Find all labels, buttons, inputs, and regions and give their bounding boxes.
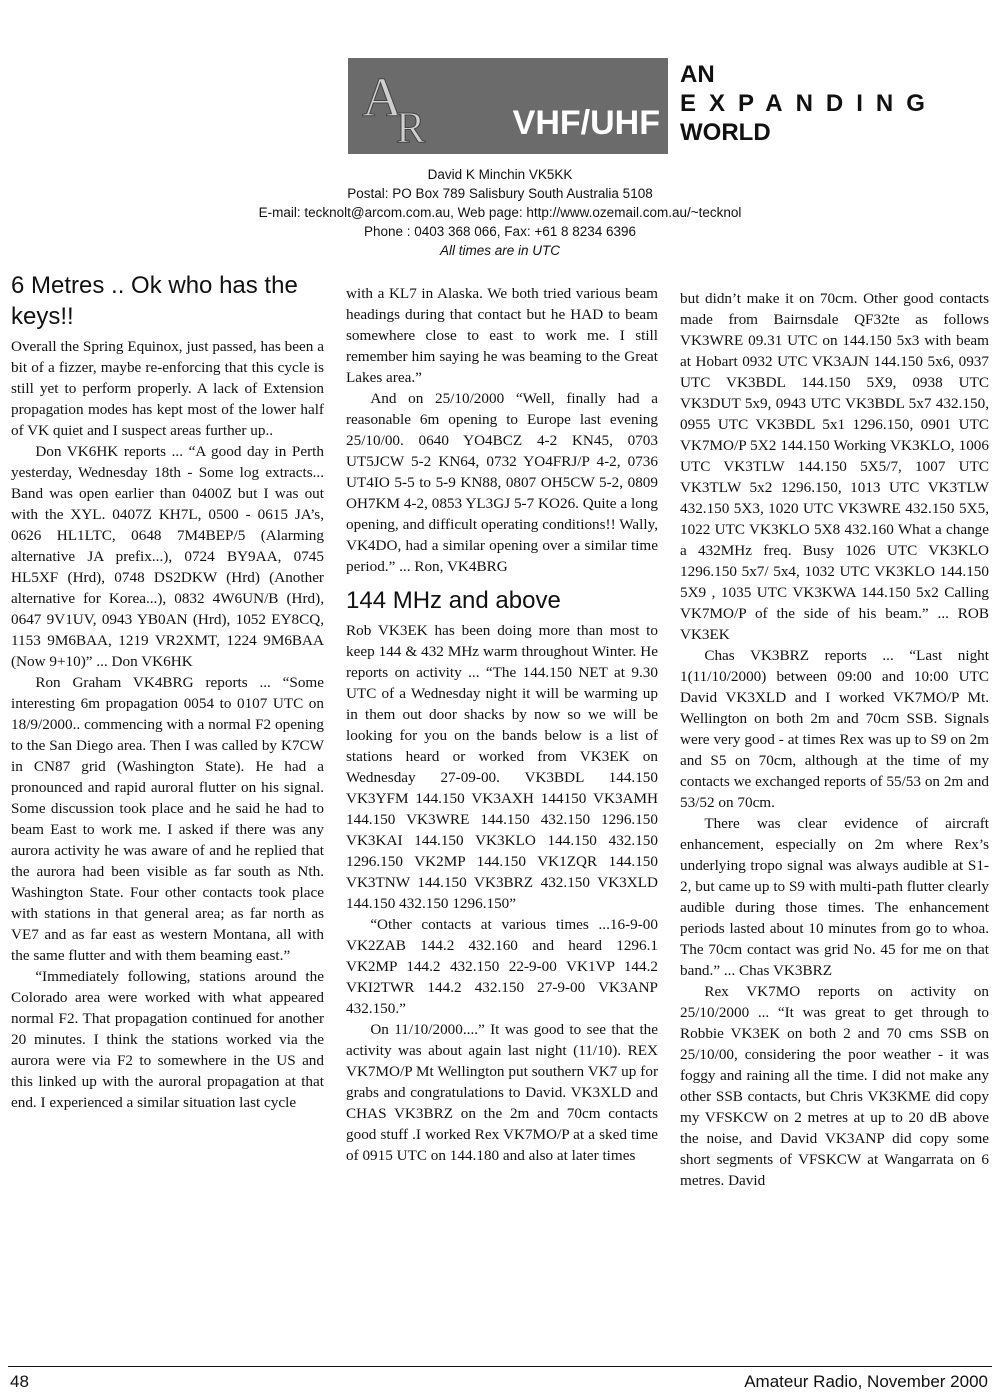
footer-rule [8, 1366, 992, 1367]
svg-text:A: A [362, 67, 403, 129]
title-line-1: AN [680, 61, 715, 88]
phone-line: Phone : 0403 368 066, Fax: +61 8 8234 6396 [363, 224, 637, 239]
times-note: All times are in UTC [439, 243, 561, 258]
title-line-2: EXPANDING [680, 90, 938, 117]
email-web-line: E-mail: tecknolt@arcom.com.au, Web page: http://www.ozemail.com.au/~tecknol [258, 205, 742, 220]
magazine-footer: Amateur Radio, November 2000 [744, 1372, 988, 1391]
heading-144-mhz: 144 MHz and above [346, 587, 561, 614]
paragraph: Ron Graham VK4BRG reports ... “Some interesting 6m propagation 0054 to 0107 UTC on 18/9/2000.. commencing with a normal F2 opening to the San Diego area. Then I was called by K7CW in CN87 grid (Washington State). He had a pronounced and rapid auroral flutter on his signal. Some discussion took place and he said he had to beam East to work me. I asked if there was any aurora activity he was aware of and he replied that the aurora had been visible as far south as Nth. Washington State. Four other contacts took place with stations in that general area; as far north as VE7 and as far east as western Montana, all with the same flutter and with them beaming east.” [11, 674, 324, 964]
paragraph: “Immediately following, stations around the Colorado area were worked with what appeared normal F2. That propagation continued for another 20 minutes. I think the stations worked via the aurora were via F2 to somewhere in the US and this linked up with the auroral propagation at that end. I experienced a similar situation last cycle [11, 968, 324, 1111]
column-2 [346, 283, 658, 1353]
svg-text:R: R [396, 103, 426, 148]
paragraph: Rob VK3EK has been doing more than most to keep 144 & 432 MHz warm throughout Winter. He reports on activity ... “The 144.150 NET at 9.30 UTC of a Wednesday night it will be warming up in them out door shacks by now so we will be looking for you on the bands below is a list of stations heard or worked from VK3EK on Wednesday 27-09-00. VK3BDL 144.150 VK3YFM 144.150 VK3AXH 144150 VK3AMH 144.150 VK3WRE 144.150 432.150 1296.150 VK3KAI 144.150 VK3KLO 144.150 432.150 1296.150 VK2MP 144.150 VK1ZQR 144.150 VK3TNW 144.150 VK3BRZ 432.150 VK3XLD 144.150 432.150 1296.150” [346, 622, 658, 912]
heading-6-metres: 6 Metres .. Ok who has the keys!! [11, 272, 298, 330]
paragraph: On 11/10/2000....” It was good to see that the activity was about again last night (11/10). REX VK7MO/P Mt Wellington put southern VK7 up for grabs and congratulations to David. VK3XLD and CHAS VK3BRZ on the 2m and 70cm contacts good stuff .I worked Rex VK7MO/P at a sked time of 0915 UTC on 144.180 and also at later times [346, 1021, 658, 1164]
title-line-3: WORLD [680, 119, 771, 146]
column-1 [11, 270, 324, 1340]
paragraph: Don VK6HK reports ... “A good day in Perth yesterday, Wednesday 18th - Some log extracts... Band was open earlier than 0400Z but I was out with the XYL. 0407Z KH7L, 0500 - 0615 JA’s, 0626 HL1LTC, 0648 7M4BEP/5 (Alarming alternative JA prefix...), 0724 BY9AA, 0745 HL5XF (Hrd), 0748 DS2DKW (Hrd) (Another alternative for Korea...), 0832 4W6UN/B (Hrd), 0647 9V1UV, 0943 YB0AN (Hrd), 1052 EY8CQ, 1153 9M6BAA, 1219 VR2XMT, 1224 9M6BAA (Now 9+10)” ... Don VK6HK [11, 443, 324, 670]
section-banner [348, 58, 668, 154]
paragraph: “Other contacts at various times ...16-9-00 VK2ZAB 144.2 432.160 and heard 1296.1 VK2MP 144.2 432.150 22-9-00 VK1VP 144.2 VKI2TWR 144.2 432.150 27-9-00 VK3ANP 432.150.” [346, 916, 658, 1017]
column-3 [680, 288, 989, 1358]
paragraph: Chas VK3BRZ reports ... “Last night 1(11/10/2000) between 09:00 and 10:00 UTC David VK3XLD and I worked VK7MO/P Mt. Wellington on both 2m and 70cm SSB. Signals were very good - at times Rex was up to S9 on 2m and S5 on 70cm, although at the time of my contacts we exchanged reports of 55/53 on 2m and 53/52 on 70cm. [680, 647, 989, 811]
paragraph: There was clear evidence of aircraft enhancement, especially on 2m where Rex’s underlying tropo signal was always audible at S1-2, but came up to S9 with multi-path flutter clearly audible during those times. The enhancement periods lasted about 10 minutes from go to whoa. The 70cm contact was grid No. 45 for me on that band.” ... Chas VK3BRZ [680, 815, 989, 979]
section-label: VHF/UHF [512, 104, 660, 142]
ar-logo [356, 64, 446, 148]
author-line: David K Minchin VK5KK [427, 167, 573, 182]
paragraph: Overall the Spring Equinox, just passed, has been a bit of a fizzer, maybe re-enforcing that this cycle is still yet to perform properly. A lack of Extension propagation modes has kept most of the lower half of VK quiet and I suspect areas further up.. [11, 338, 324, 439]
paragraph: And on 25/10/2000 “Well, finally had a reasonable 6m opening to Europe last evening 25/10/00. 0640 YO4BCZ 4-2 KN45, 0703 UT5JCW 5-2 KN64, 0732 YO4FRJ/P 4-2, 0736 UT4IO 5-5 to 5-9 KN88, 0807 OH5CW 5-2, 0809 OH7KM 4-2, 0853 YL3GJ 5-7 KO26. Quite a long opening, and difficult operating conditions!! Wally, VK4DO, had a similar opening over a similar time period.” ... Ron, VK4BRG [346, 390, 658, 575]
postal-line: Postal: PO Box 789 Salisbury South Australia 5108 [347, 186, 653, 201]
page-number: 48 [10, 1372, 29, 1391]
paragraph: with a KL7 in Alaska. We both tried various beam headings during that contact but he HAD to beam somewhere close to east to work me. I still remember him saying he was beaming to the Great Lakes area.” [346, 285, 658, 386]
contact-block [0, 165, 1000, 260]
paragraph: Rex VK7MO reports on activity on 25/10/2000 ... “It was great to get through to Robbie VK3EK on both 2 and 70 cms SSB on 25/10/00, considering the poor weather - it was foggy and raining all the time. I did not make any other SSB contacts, but Chris VK3KME did copy my VFSKCW on 2 metres at up to 20 dB above the noise, and David VK3ANP did copy some short segments of VFSKCW at Wangarrata on 6 metres. David [680, 983, 989, 1189]
article-title [680, 60, 938, 147]
paragraph: but didn’t make it on 70cm. Other good contacts made from Bairnsdale QF32te as follows VK3WRE 09.31 UTC on 144.150 5x3 with beam at Hobart 0932 UTC VK3AJN 144.150 5x6, 0937 UTC VK3BDL 144.150 5X9, 0938 UTC VK3DUT 5x9, 0943 UTC VK3BDL 5x7 432.150, 0955 UTC VK3BDL 5x1 1296.150, 0901 UTC VK7MO/P 5X2 144.150 Working VK3KLO, 1006 UTC VK3TLW 144.150 5X5/7, 1007 UTC VK3TLW 5x2 1296.150, 1013 UTC VK3TLW 432.150 5X3, 1020 UTC VK3WRE 432.150 5X5, 1022 UTC VK3KLO 5X8 432.160 What a change a 432MHz freq. Busy 1026 UTC VK3KLO 1296.150 5x7/ 5x4, 1032 UTC VK3KLO 144.150 5X9 , 1035 UTC VK3KWA 144.150 5x2 Calling VK7MO/P of the side of his beam.” ... ROB VK3EK [680, 290, 989, 643]
